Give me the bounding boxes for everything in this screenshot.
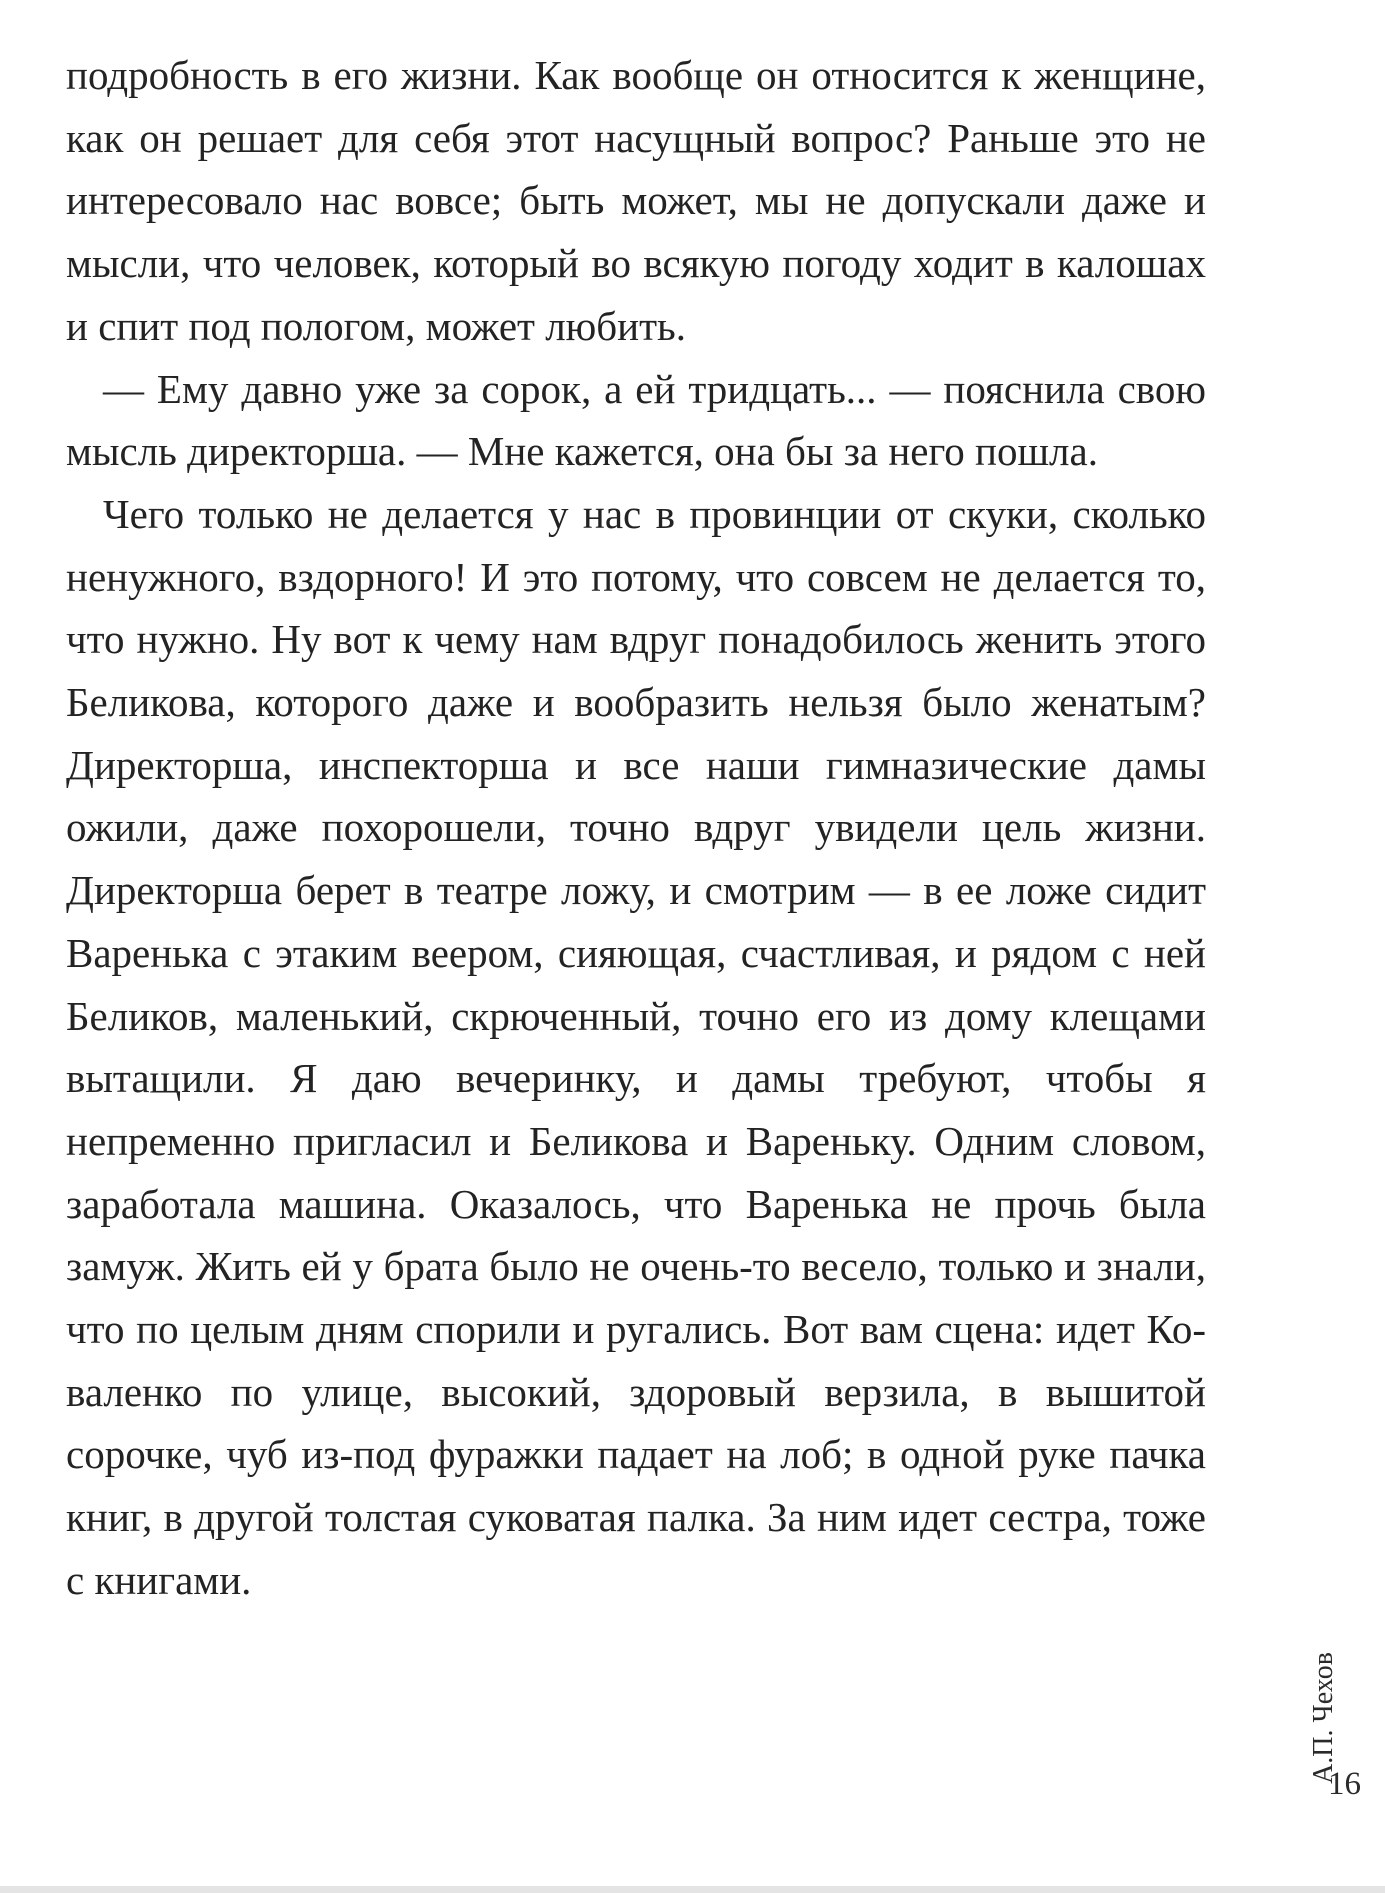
page-number: 16 xyxy=(1328,1766,1361,1802)
paragraph-3: Чего только не делается у нас в провинции от скуки, сколько ненужного, вздорного! И это потому, что совсем не делается то, что нужно. Ну вот к чему нам вдруг понадобилось женить этого Беликова, которого даже и вообразить нельзя было женатым? Директорша, инспекторша и все наши гимназические дамы ожили, даже похорошели, точно вдруг увидели цель жизни. Директорша берет в театре ложу, и смотрим — в ее ложе сидит Варенька с этаким веером, сияющая, счастливая, и рядом с ней Беликов, маленький, скрюченный, точно его из дому клещами вытащили. Я даю вечеринку, и дамы требуют, чтобы я непременно пригласил и Беликова и Вареньку. Одним словом, заработала машина. Оказалось, что Варенька не прочь была замуж. Жить ей у брата было не очень-то весело, только и знали, что по целым дням спорили и ругались. Вот вам сцена: идет Коваленко по улице, высокий, здоровый верзила, в вышитой сорочке, чуб из-под фуражки падает на лоб; в одной руке пачка книг, в другой толстая суковатая палка. За ним идет сестра, тоже с книгами. xyxy=(66,490,1206,1603)
page-bottom-edge xyxy=(0,1886,1385,1893)
body-text xyxy=(66,44,1206,1612)
paragraph-2: — Ему давно уже за сорок, а ей тридцать... — пояснила свою мысль директорша. — Мне кажется, она бы за него пошла. xyxy=(66,365,1206,475)
paragraph-1: подробность в его жизни. Как вообще он относится к женщине, как он решает для себя этот насущный вопрос? Раньше это не интересовало нас вовсе; быть может, мы не допускали даже и мысли, что человек, который во всякую погоду ходит в калошах и спит под пологом, может любить. xyxy=(66,52,1206,349)
author-running-head: А.П. Чехов xyxy=(1308,1652,1339,1784)
